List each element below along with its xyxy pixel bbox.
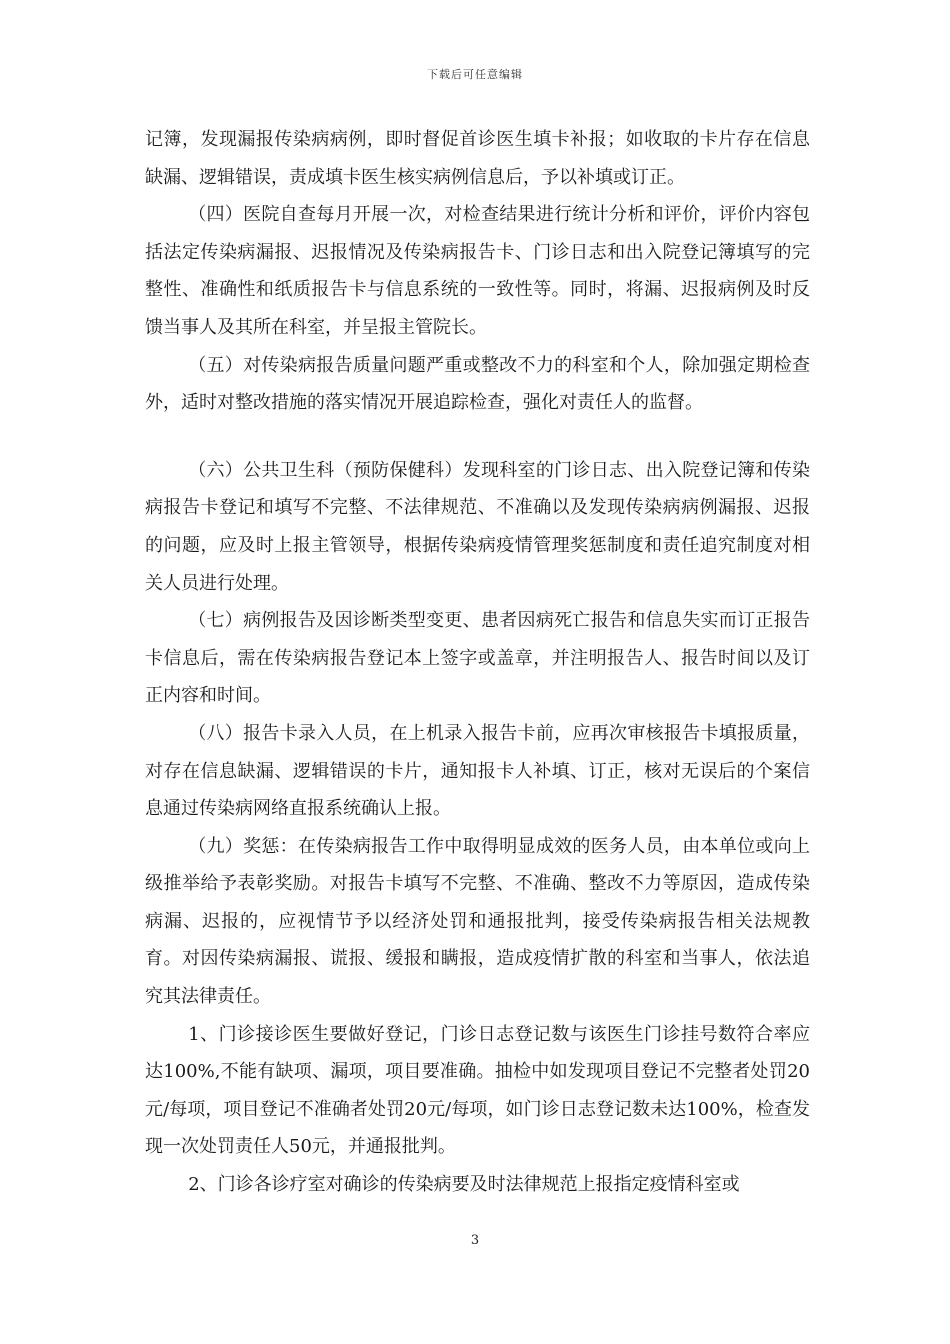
page-number: 3 <box>470 1233 480 1248</box>
paragraph-item-4: （四）医院自查每月开展一次，对检查结果进行统计分析和评价，评价内容包括法定传染病漏报、迟报情况及传染病报告卡、门诊日志和出入院登记簿填写的完整性、准确性和纸质报告卡与信息系统的一致性等。同时，将漏、迟报病例及时反馈当事人及其所在科室，并呈报主管院长。 <box>145 204 810 338</box>
paragraph-item-9: （九）奖惩：在传染病报告工作中取得明显成效的医务人员，由本单位或向上级推举给予表彰奖励。对报告卡填写不完整、不准确、整改不力等原因，造成传染病漏、迟报的，应视情节予以经济处罚和通报批判，接受传染病报告相关法规教育。对因传染病漏报、谎报、缓报和瞒报，造成疫情扩散的科室和当事人，依法追究其法律责任。 <box>145 835 810 1008</box>
paragraph-continued: 记簿，发现漏报传染病病例，即时督促首诊医生填卡补报；如收取的卡片存在信息缺漏、逻辑错误，责成填卡医生核实病例信息后，予以补填或订正。 <box>145 129 810 188</box>
paragraph-item-5: （五）对传染病报告质量问题严重或整改不力的科室和个人，除加强定期检查外，适时对整改措施的落实情况开展追踪检查，强化对责任人的监督。 <box>145 354 810 414</box>
paragraph-item-8: （八）报告卡录入人员，在上机录入报告卡前，应再次审核报告卡填报质量，对存在信息缺漏、逻辑错误的卡片，通知报卡人补填、订正，核对无误后的个案信息通过传染病网络直报系统确认上报。 <box>145 722 810 820</box>
paragraph-item-6: （六）公共卫生科（预防保健科）发现科室的门诊日志、出入院登记簿和传染病报告卡登记和填写不完整、不法律规范、不准确以及发现传染病病例漏报、迟报的问题，应及时上报主管领导，根据传染病疫情管理奖惩制度和责任追究制度对相关人员进行处理。 <box>145 459 810 594</box>
paragraph-item-7: （七）病例报告及因诊断类型变更、患者因病死亡报告和信息失实而订正报告卡信息后，需在传染病报告登记本上签字或盖章，并注明报告人、报告时间以及订正内容和时间。 <box>145 610 810 707</box>
page-header-note: 下载后可任意编辑 <box>427 68 523 81</box>
paragraph-rule-2: 2、门诊各诊疗室对确诊的传染病要及时法律规范上报指定疫情科室或 <box>188 1174 740 1196</box>
paragraph-rule-1: 1、门诊接诊医生要做好登记，门诊日志登记数与该医生门诊挂号数符合率应达100%,不能有缺项、漏项，项目要准确。抽检中如发现项目登记不完整者处罚20元/每项，项目登记不准确者处罚20元/每项，如门诊日志登记数未达100%，检查发现一次处罚责任人50元，并通报批判。 <box>145 1023 810 1158</box>
document-body <box>145 121 810 1204</box>
